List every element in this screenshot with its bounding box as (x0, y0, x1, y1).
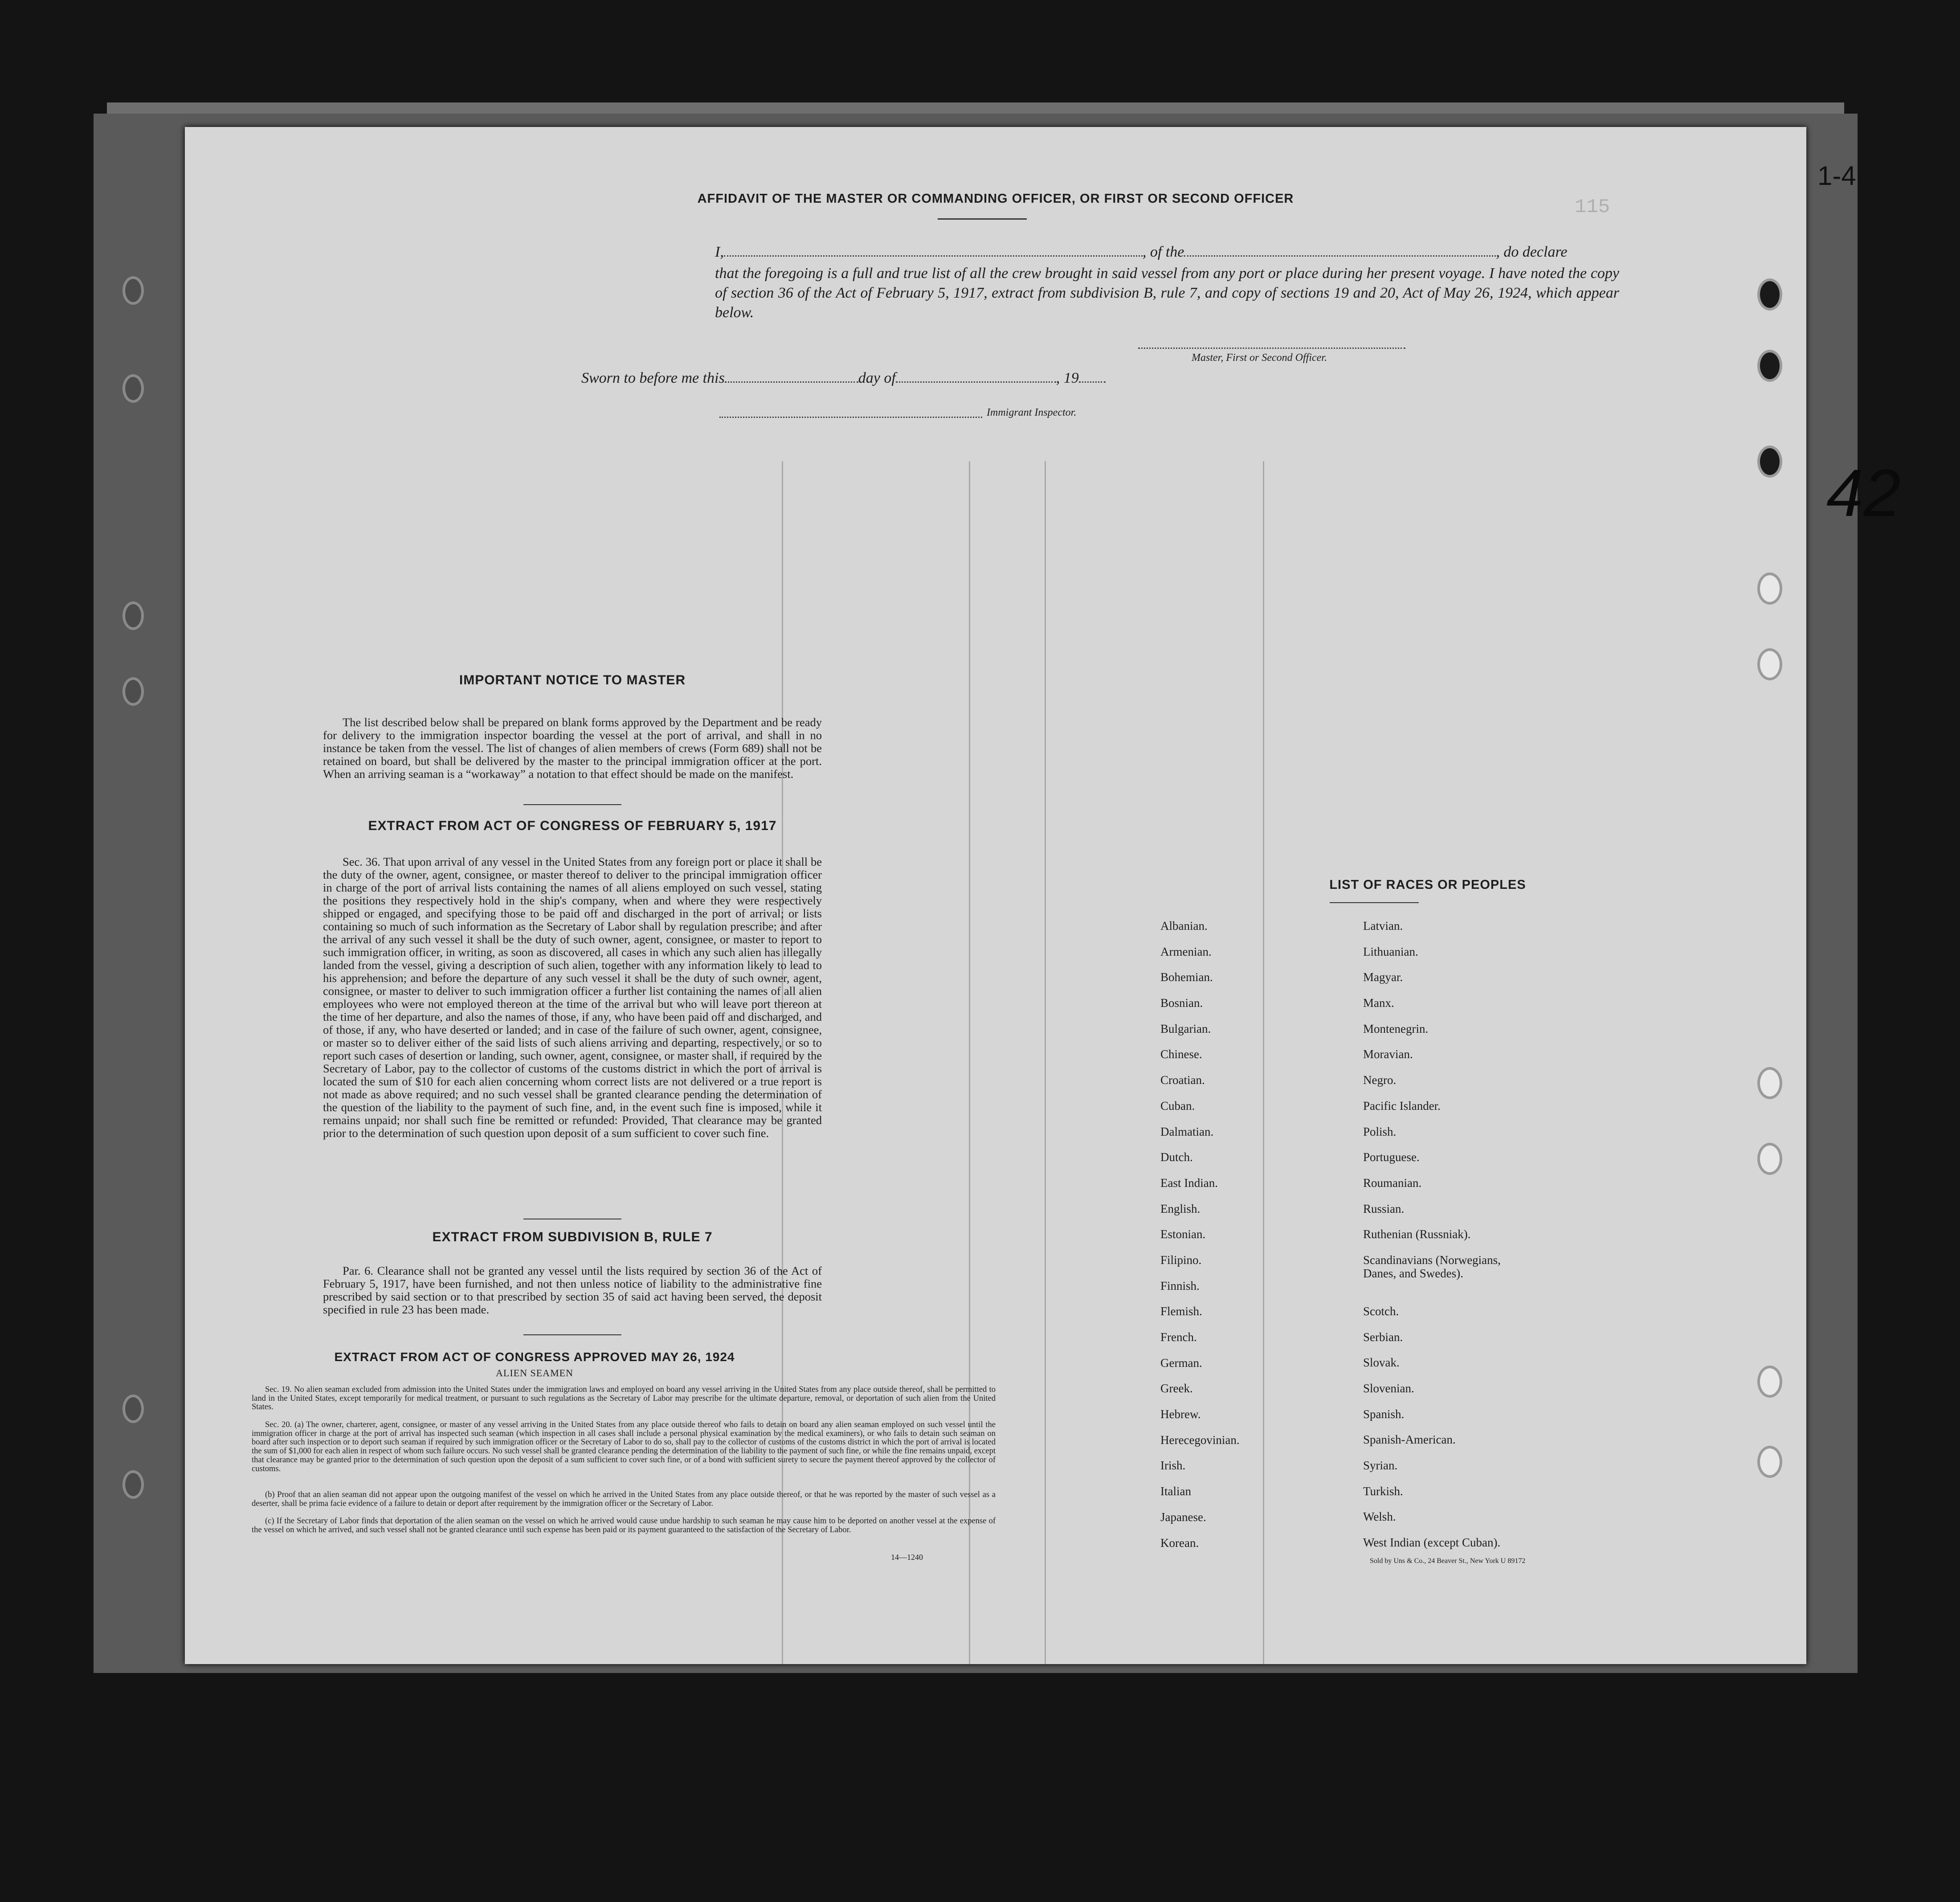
title-underline (938, 218, 1027, 220)
show-through-rule (1045, 461, 1046, 1664)
race-item: German. (1160, 1356, 1202, 1370)
sec-20b-text: (b) Proof that an alien seaman did not appear upon the outgoing manifest of the vessel on which he arrived in the United States from any place outside thereof, or that he was reported by the master of such vessel as a deserter, shall be prima facie evidence of a failure to detain or deport after requirement by the immigration officer or the Secretary of Labor. (252, 1490, 996, 1508)
affidavit-body: that the foregoing is a full and true list of all the crew brought in said vessel from any port or place during her present voyage. I have noted the copy of section 36 of the Act of February 5, 1917, extract from subdivision B, rule 7, and copy of sections 19 and 20, Act of May 26, 1924, which appear below. (715, 265, 1619, 321)
affidavit-declaration-line (715, 244, 1568, 261)
race-item: Japanese. (1160, 1510, 1206, 1524)
punch-hole (1757, 350, 1782, 382)
day-blank (725, 381, 858, 383)
notice-body: The list described below shall be prepared on blank forms approved by the Department and be ready for delivery to the immigration inspector boarding the vessel at the port of arrival, and shall in no instance be taken from the vessel. The list of changes of alien members of crews (Form 689) shall not be retained on board, but shall be delivered by the master to the principal immigration officer at the port. When an arriving seaman is a “workaway” a notation to that effect should be made on the manifest. (323, 716, 822, 781)
race-item: Magyar. (1363, 970, 1403, 984)
race-item: Herecegovinian. (1160, 1433, 1240, 1447)
subdivision-b-body: Par. 6. Clearance shall not be granted any vessel until the lists required by section 36 of the Act of February 5, 1917, have been furnished, and not then unless notice of liability to the administrative fine prescribed by said section or to that prescribed by section 35 of said act having been served, the deposit specified in rule 23 has been made. (323, 1264, 822, 1316)
race-item: Syrian. (1363, 1459, 1398, 1473)
punch-hole (122, 1470, 144, 1499)
race-item: Flemish. (1160, 1305, 1202, 1318)
races-column-1 (1160, 919, 1240, 1562)
race-item: Russian. (1363, 1202, 1405, 1215)
punch-hole (122, 276, 144, 305)
race-item: Irish. (1160, 1459, 1186, 1473)
race-item: Croatian. (1160, 1073, 1205, 1087)
show-through-page-number: 115 (1575, 196, 1610, 218)
form-number: 14—1240 (891, 1553, 923, 1562)
race-item: Roumanian. (1363, 1176, 1422, 1190)
race-item: Finnish. (1160, 1279, 1200, 1293)
punch-hole (1757, 446, 1782, 478)
race-item: Welsh. (1363, 1510, 1396, 1524)
subdivision-b-title: EXTRACT FROM SUBDIVISION B, RULE 7 (432, 1230, 713, 1244)
race-item: Estonian. (1160, 1227, 1206, 1241)
name-blank (724, 255, 1143, 257)
race-item: Bulgarian. (1160, 1022, 1211, 1035)
races-column-2 (1363, 919, 1532, 1562)
sworn-line (581, 370, 1106, 387)
race-item: Portuguese. (1363, 1150, 1420, 1164)
race-item: West Indian (except Cuban). (1363, 1536, 1501, 1550)
punch-hole (1757, 573, 1782, 605)
master-signature-line (1138, 348, 1405, 349)
punch-hole (122, 601, 144, 630)
race-item: Scotch. (1363, 1304, 1399, 1318)
day-of-label: day of (858, 370, 896, 386)
show-through-rule (1263, 461, 1264, 1664)
punch-hole (122, 374, 144, 403)
affidavit-title: AFFIDAVIT OF THE MASTER OR COMMANDING OFFICER, OR FIRST OR SECOND OFFICER (697, 192, 1294, 206)
year-label: , 19 (1056, 370, 1079, 386)
race-item: Bohemian. (1160, 970, 1213, 984)
race-item: Spanish-American. (1363, 1433, 1456, 1447)
inspector-signature-line (719, 417, 982, 418)
race-item: Greek. (1160, 1382, 1193, 1395)
extract-1917-title: EXTRACT FROM ACT OF CONGRESS OF FEBRUARY 5, 1917 (368, 818, 777, 833)
publisher-imprint: Sold by Uns & Co., 24 Beaver St., New York U 89172 (1370, 1557, 1526, 1565)
punch-hole (122, 677, 144, 706)
punch-hole (1757, 1446, 1782, 1478)
race-item: Negro. (1363, 1073, 1396, 1087)
race-item: East Indian. (1160, 1176, 1218, 1190)
manifest-page (185, 127, 1806, 1664)
notice-title: IMPORTANT NOTICE TO MASTER (459, 673, 686, 687)
vessel-blank (1184, 255, 1496, 257)
sec-20c-text: (c) If the Secretary of Labor finds that deportation of the alien seaman on the vessel on which he arrived would cause undue hardship to such seaman he may cause him to be deported on another vessel at the expense of the vessel on which he arrived, and such vessel shall not be granted clearance until such expense has been paid or its payment guaranteed to the satisfaction of the Secretary of Labor. (252, 1517, 996, 1534)
race-item: Cuban. (1160, 1099, 1195, 1113)
punch-hole (1757, 1143, 1782, 1175)
races-title-underline (1330, 902, 1419, 903)
divider (523, 804, 621, 805)
divider (523, 1334, 621, 1335)
race-item: Korean. (1160, 1536, 1199, 1550)
race-item-scandinavians: Scandinavians (Norwegians, Danes, and Swedes). (1363, 1253, 1501, 1280)
race-item: Slovenian. (1363, 1382, 1414, 1395)
race-item: Albanian. (1160, 919, 1208, 933)
sec-20a-text: Sec. 20. (a) The owner, charterer, agent, consignee, or master of any vessel arriving in the United States from any place outside thereof who fails to detain on board any alien seaman employed on such vessel until the immigration officer in charge at the port of arrival has inspected such seaman (which inspection in all cases shall include a personal physical examination by the medical examiners), or who fails to detain such seaman on board after such inspection or to deport such seaman if required by such immigration officer or the Secretary of Labor to do so, shall pay to the collector of customs of the customs district in which the port of arrival is located the sum of $1,000 for each alien in respect of whom such failure occurs. No such vessel shall be granted clearance pending the determination of the liability to the payment of such fine, or while the fine remains unpaid, except that clearance may be granted prior to the determination of such question upon the deposit of a sum sufficient to cover such fine, or of a bond with sufficient surety to secure the payment thereof approved by the collector of customs. (252, 1420, 996, 1473)
race-item: Hebrew. (1160, 1407, 1201, 1421)
sec-19-text: Sec. 19. No alien seaman excluded from admission into the United States under the immigration laws and employed on board any vessel arriving in the United States from any place outside thereof, shall be permitted to land in the United States, except temporarily for medical treatment, or pursuant to such regulations as the Secretary of Labor may prescribe for the ultimate departure, removal, or deportation of such alien from the United States. (252, 1385, 996, 1412)
punch-hole (1757, 648, 1782, 680)
race-item: Spanish. (1363, 1407, 1405, 1421)
affidavit-of-the-label: , of the (1142, 244, 1184, 260)
extract-1917-body: Sec. 36. That upon arrival of any vessel in the United States from any foreign port or place it shall be the duty of the owner, agent, consignee, or master thereof to deliver to the principal immigration officer in charge of the port of arrival lists containing the names of all aliens employed on such vessel, stating the positions they respectively hold in the ship's company, when and where they were respectively shipped or engaged, and specifying those to be paid off and discharged in the port of arrival; or lists containing so much of such information as the Secretary of Labor shall by regulation prescribe; and after the arrival of any such vessel it shall be the duty of such owner, agent, consignee, or master to report to such immigration officer, in writing, as soon as discovered, all cases in which any such alien has illegally landed from the vessel, giving a description of such alien, together with any information likely to lead to his apprehension; and before the departure of any such vessel it shall be the duty of such owner, agent, consignee, or master to deliver to such immigration officer a further list containing the names of all alien employees who were not employed thereon at the time of the arrival but who will leave port thereon at the time of her departure, and also the names of those, if any, who have been paid off and discharged, and of those, if any, who have deserted or landed; and in case of the failure of such owner, agent, consignee, or master so to deliver either of the said lists of such aliens arriving and departing, respectively, or so to report such cases of desertion or landing, such owner, agent, consignee, or master shall, if required by the Secretary of Labor, pay to the collector of customs of the customs district in which the port of arrival is located the sum of $10 for each alien concerning whom correct lists are not delivered or a true report is not made as above required; and no such vessel shall be granted clearance pending the determination of the question of the liability to the payment of such fine, and, in the event such fine is imposed, while it remains unpaid; nor shall such fine be remitted or refunded: Provided, That clearance may be granted prior to the determination of such question upon deposit of a sum sufficient to cover such fine. (323, 855, 822, 1140)
race-item: Chinese. (1160, 1047, 1202, 1061)
race-item: Polish. (1363, 1125, 1396, 1138)
sworn-label: Sworn to before me this (581, 370, 725, 386)
punch-hole (1757, 1366, 1782, 1398)
year-blank (1079, 381, 1106, 383)
race-item: Manx. (1363, 996, 1394, 1010)
races-title: LIST OF RACES OR PEOPLES (1329, 878, 1526, 892)
race-item: Bosnian. (1160, 996, 1203, 1010)
race-item: Lithuanian. (1363, 945, 1418, 958)
punch-hole (1757, 278, 1782, 311)
race-item: Filipino. (1160, 1253, 1202, 1267)
inspector-label: Immigrant Inspector. (987, 407, 1077, 418)
affidavit-declare-label: , do declare (1496, 244, 1568, 260)
extract-1924-subtitle: ALIEN SEAMEN (496, 1367, 573, 1378)
race-item: French. (1160, 1330, 1197, 1344)
month-blank (896, 381, 1056, 383)
handwritten-mark-top-right: 1-4 (1817, 161, 1856, 191)
race-item: English. (1160, 1202, 1200, 1215)
race-item: Armenian. (1160, 945, 1212, 958)
race-item: Italian (1160, 1485, 1191, 1498)
extract-1924-title: EXTRACT FROM ACT OF CONGRESS APPROVED MAY 26, 1924 (334, 1350, 735, 1364)
race-item: Slovak. (1363, 1356, 1400, 1370)
race-item: Moravian. (1363, 1047, 1413, 1061)
race-item: Latvian. (1363, 919, 1403, 933)
race-item: Ruthenian (Russniak). (1363, 1227, 1471, 1241)
handwritten-mark-right: 42 (1826, 455, 1901, 530)
race-item: Serbian. (1363, 1330, 1403, 1344)
race-item: Dutch. (1160, 1150, 1193, 1164)
punch-hole (122, 1395, 144, 1423)
punch-hole (1757, 1067, 1782, 1099)
master-signature-label: Master, First or Second Officer. (1192, 352, 1327, 364)
race-item: Pacific Islander. (1363, 1099, 1441, 1113)
show-through-rule (969, 461, 970, 1664)
race-item: Montenegrin. (1363, 1022, 1429, 1035)
race-item: Turkish. (1363, 1484, 1403, 1498)
race-item: Dalmatian. (1160, 1125, 1214, 1138)
affidavit-i-label: I, (715, 244, 724, 260)
